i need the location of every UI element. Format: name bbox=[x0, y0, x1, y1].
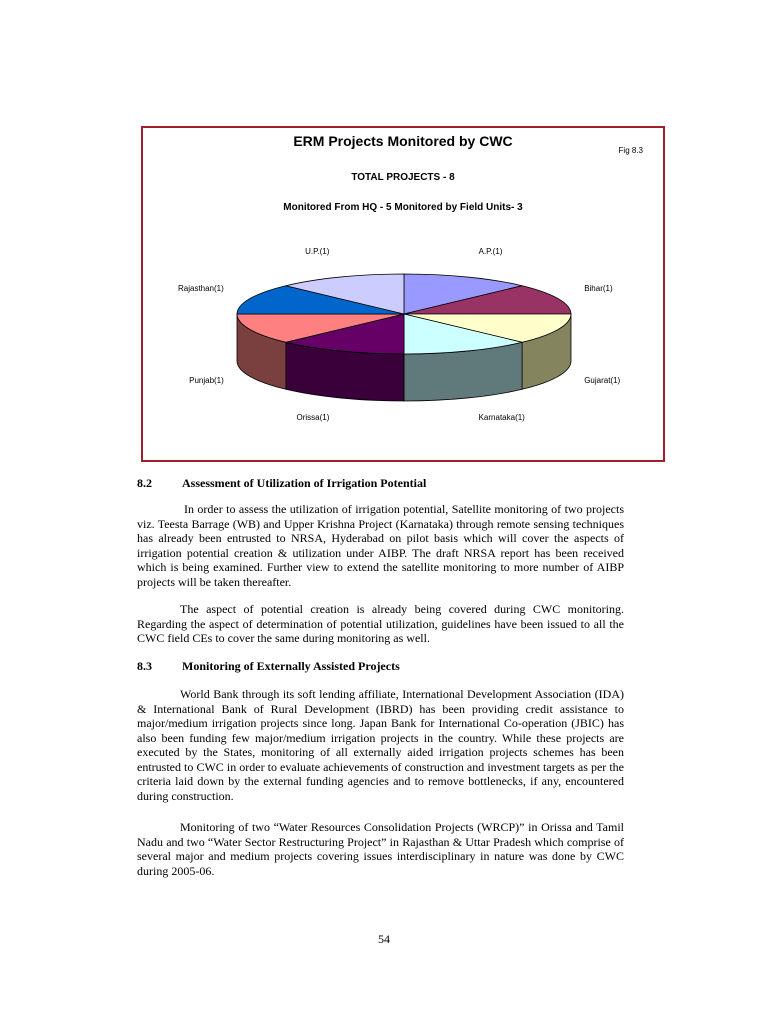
section-number: 8.3 bbox=[137, 659, 152, 673]
pie-label-gujarat: Gujarat(1) bbox=[584, 376, 621, 385]
chart-subtitle-monitoring: Monitored From HQ - 5 Monitored by Field Units- 3 bbox=[283, 202, 523, 213]
pie-label-karnataka: Karnataka(1) bbox=[478, 412, 525, 422]
page-number: 54 bbox=[378, 932, 390, 946]
section-8-3-paragraph-2: Monitoring of two “Water Resources Consolidation Projects (WRCP)” in Orissa and Tamil Nadu and two “Water Sector Restructuring Project” in Rajasthan & Uttar Pradesh which comprise of several major and medium projects covering issues interdisciplinary in nature was done by CWC during 2005-06. bbox=[137, 820, 624, 878]
pie-label-rajasthan: Rajasthan(1) bbox=[177, 284, 224, 293]
section-8-3-paragraph-1: World Bank through its soft lending affiliate, International Development Association (IDA) & International Bank of Rural Development (IBRD) has been providing credit assistance to major/medium irrigation projects since long. Japan Bank for International Co-operation (JBIC) has also been funding few major/medium irrigation projects in the country. While these projects are executed by the States, monitoring of all externally aided irrigation projects schemes has been entrusted to CWC in order to evaluate achievements of construction and investment targets as per the criteria laid down by the external funding agencies and to remove bottlenecks, if any, encountered during construction. bbox=[137, 687, 624, 803]
chart-frame bbox=[141, 126, 665, 462]
section-number: 8.2 bbox=[137, 476, 152, 490]
pie-label-up: U.P.(1) bbox=[305, 247, 330, 257]
pie-label-ap: A.P.(1) bbox=[478, 247, 503, 257]
pie-label-bihar: Bihar(1) bbox=[584, 284, 613, 293]
section-8-2-paragraph-2: The aspect of potential creation is already being covered during CWC monitoring. Regarding the aspect of determination of potential utilization, guidelines have been issued to all the CWC field CEs to cover the same during monitoring as well. bbox=[137, 602, 624, 645]
chart-subtitle-total: TOTAL PROJECTS - 8 bbox=[351, 172, 455, 183]
pie-label-orissa: Orissa(1) bbox=[296, 412, 330, 422]
chart-title: ERM Projects Monitored by CWC bbox=[293, 133, 513, 149]
section-8-2-paragraph-1: In order to assess the utilization of irrigation potential, Satellite monitoring of two projects viz. Teesta Barrage (WB) and Upper Krishna Project (Karnataka) through remote sensing techniques has already been entrusted to NRSA, Hyderabad on pilot basis which will cover the aspects of irrigation potential creation & utilization under AIBP. The draft NRSA report has been received which is being examined. Further view to extend the satellite monitoring to more number of AIBP projects will be taken thereafter. bbox=[137, 502, 624, 589]
section-title: Monitoring of Externally Assisted Projects bbox=[182, 659, 400, 673]
pie-chart bbox=[143, 128, 663, 460]
section-title: Assessment of Utilization of Irrigation Potential bbox=[182, 476, 427, 490]
pie-label-punjab: Punjab(1) bbox=[189, 376, 224, 385]
figure-number: Fig 8.3 bbox=[618, 146, 643, 155]
